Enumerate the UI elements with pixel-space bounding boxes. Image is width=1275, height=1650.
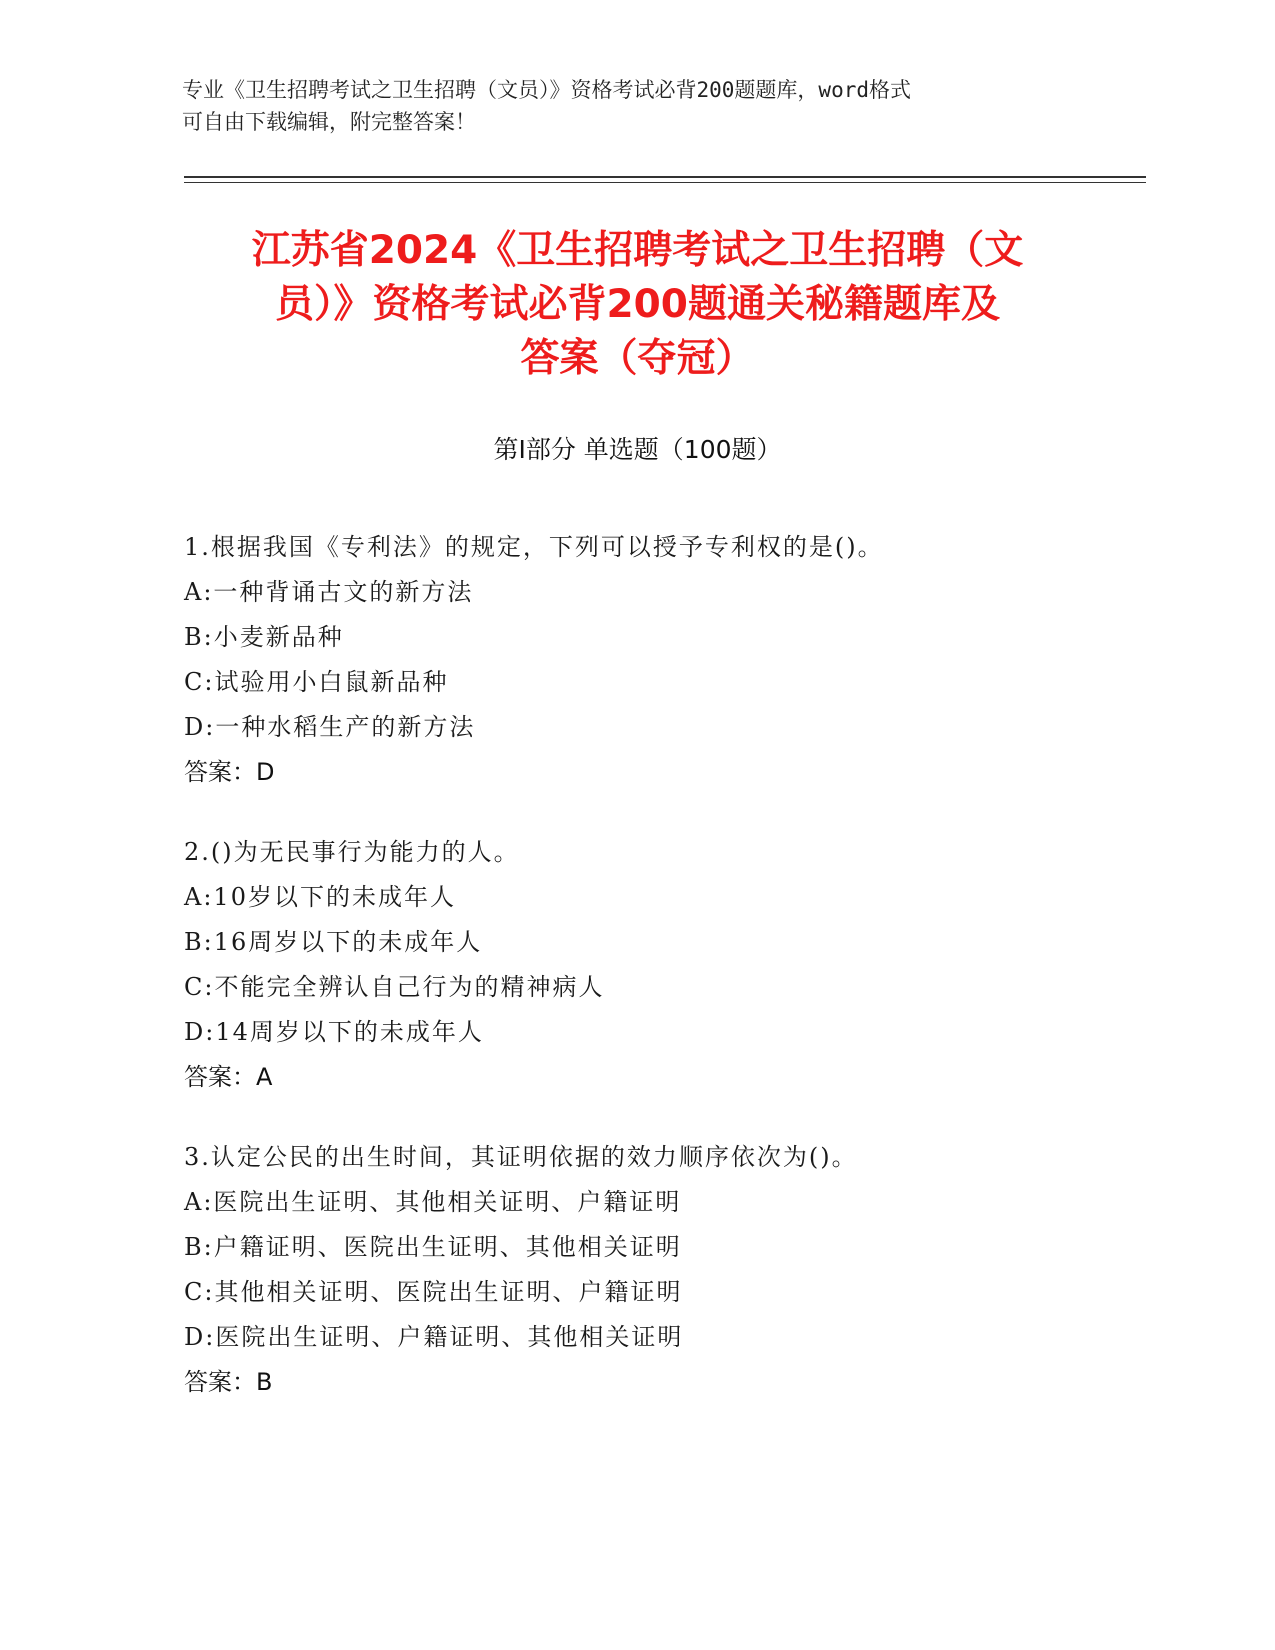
- header-note-line-2: 可自由下载编辑，附完整答案！: [182, 110, 476, 134]
- header-note-line-1: 专业《卫生招聘考试之卫生招聘（文员）》资格考试必背200题题库，word格式: [182, 78, 911, 102]
- document-title-line-2: 员）》资格考试必背200题通关秘籍题库及: [275, 282, 1000, 327]
- question-stem: 2.()为无民事行为能力的人。: [184, 838, 520, 866]
- option-c: C:不能完全辨认自己行为的精神病人: [184, 973, 605, 1001]
- option-a: A:医院出生证明、其他相关证明、户籍证明: [184, 1188, 682, 1216]
- header-divider-thick: [184, 176, 1146, 178]
- header-divider-thin: [184, 182, 1146, 183]
- document-title-line-1: 江苏省2024《卫生招聘考试之卫生招聘（文: [251, 228, 1024, 273]
- answer-line: 答案：D: [184, 758, 275, 786]
- answer-line: 答案：B: [184, 1368, 273, 1396]
- option-a: A:一种背诵古文的新方法: [184, 578, 474, 606]
- question-1: [184, 525, 1144, 795]
- option-a: A:10岁以下的未成年人: [184, 883, 456, 911]
- question-stem: 1.根据我国《专利法》的规定，下列可以授予专利权的是()。: [184, 533, 884, 561]
- option-d: D:14周岁以下的未成年人: [184, 1018, 484, 1046]
- option-b: B:小麦新品种: [184, 623, 344, 651]
- option-d: D:医院出生证明、户籍证明、其他相关证明: [184, 1323, 684, 1351]
- header-note: [182, 74, 1042, 138]
- answer-line: 答案：A: [184, 1063, 273, 1091]
- section-heading: 第I部分 单选题（100题）: [493, 435, 782, 464]
- document-title: [150, 224, 1125, 386]
- question-2: [184, 830, 1144, 1100]
- document-title-line-3: 答案（夺冠）: [520, 336, 755, 381]
- option-b: B:16周岁以下的未成年人: [184, 928, 483, 956]
- option-d: D:一种水稻生产的新方法: [184, 713, 476, 741]
- option-b: B:户籍证明、医院出生证明、其他相关证明: [184, 1233, 682, 1261]
- question-stem: 3.认定公民的出生时间，其证明依据的效力顺序依次为()。: [184, 1143, 858, 1171]
- question-list: [184, 525, 1144, 1440]
- option-c: C:试验用小白鼠新品种: [184, 668, 449, 696]
- option-c: C:其他相关证明、医院出生证明、户籍证明: [184, 1278, 683, 1306]
- question-3: [184, 1135, 1144, 1405]
